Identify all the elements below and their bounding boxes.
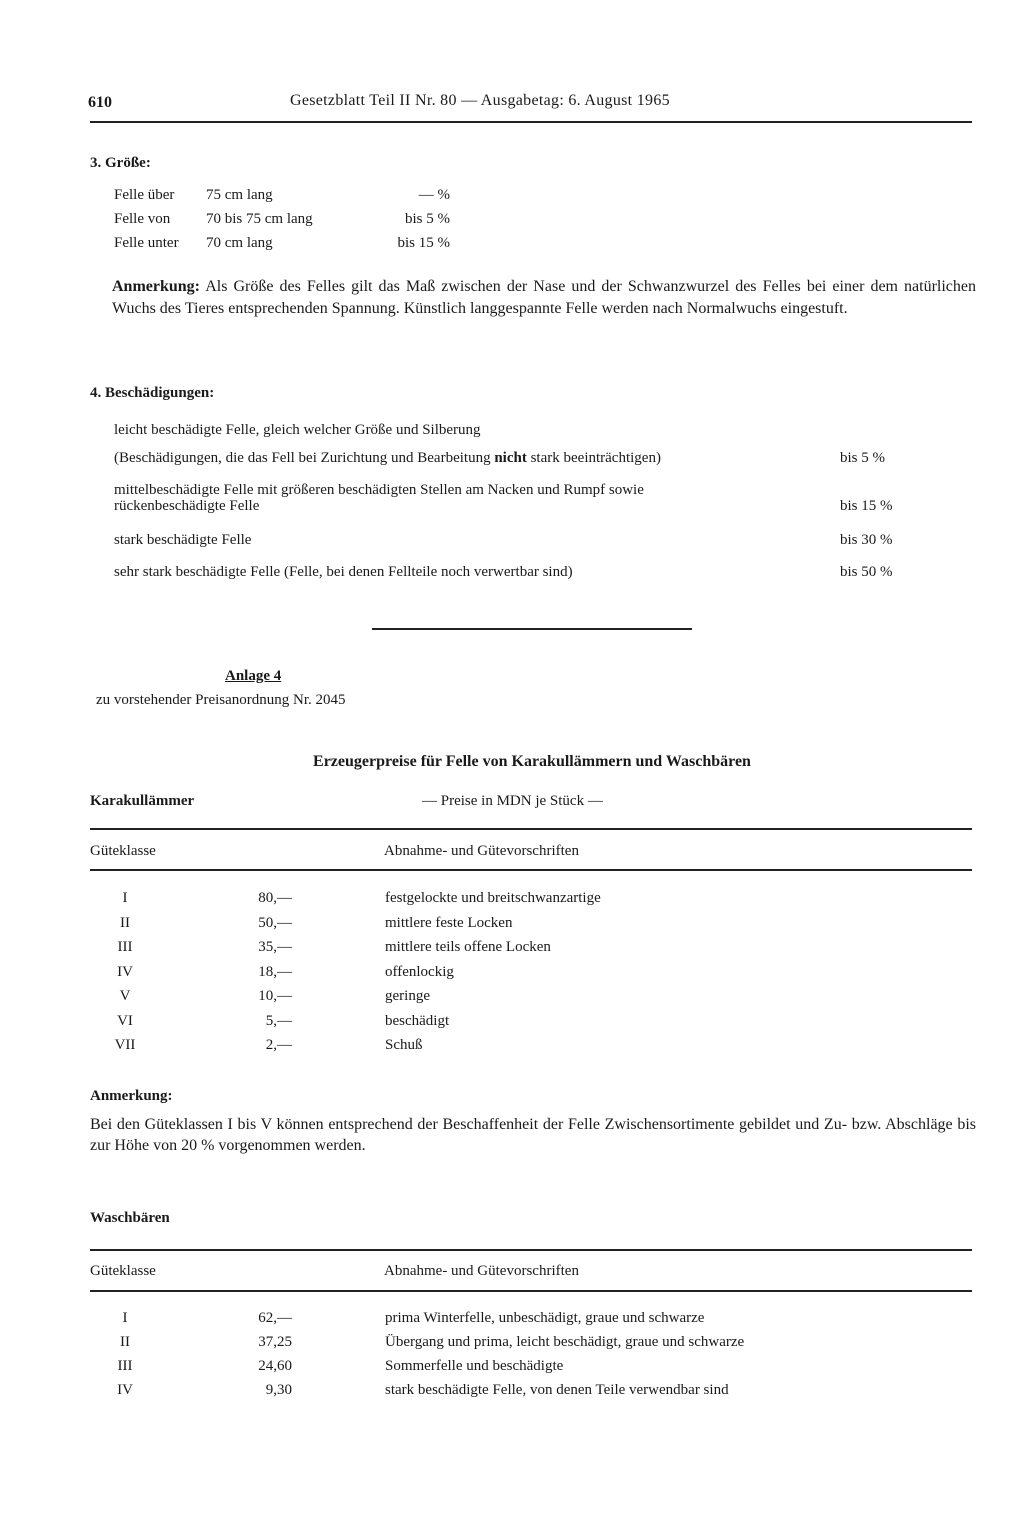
damage-note-post: stark beeinträchtigen) — [526, 450, 661, 466]
vorschrift-cell: Schuß — [385, 1037, 423, 1053]
damage-line-very-strong: sehr stark beschädigte Felle (Felle, bei denen Fellteile noch verwertbar sind) — [114, 564, 573, 580]
damage-pct-strong: bis 30 % — [840, 532, 893, 548]
karakul-table-header-rule — [90, 869, 972, 871]
guteklasse-cell: III — [117, 939, 133, 955]
karakul-note-label: Anmerkung: — [90, 1088, 173, 1104]
guteklasse-cell: III — [117, 1358, 133, 1374]
vorschrift-cell: beschädigt — [385, 1012, 450, 1029]
waschbaeren-title: Waschbären — [90, 1210, 170, 1226]
page-header-title: Gesetzblatt Teil II Nr. 80 — Ausgabetag: 6. August 1965 — [290, 92, 670, 109]
waschbaeren-table-header-rule — [90, 1290, 972, 1292]
karakul-note-text: Bei den Güteklassen I bis V können entsprechend der Beschaffenheit der Felle Zwischensortimente gebildet und Zu- bzw. Abschläge bis zur Höhe von 20 % vorgenommen werden. — [90, 1116, 976, 1154]
price-cell: 37,25 — [258, 1334, 292, 1350]
groesse-row-pct: bis 5 % — [405, 211, 450, 227]
guteklasse-cell: I — [122, 1310, 128, 1326]
vorschrift-cell: Sommerfelle und beschädigte — [385, 1358, 564, 1374]
anlage-heading: Erzeugerpreise für Felle von Karakullämmern und Waschbären — [313, 753, 751, 770]
note-text: Als Größe des Felles gilt das Maß zwischen der Nase und der Schwanzwurzel des Felles bei einer dem natürlichen Wuchs des Tieres entsprechenden Spannung. Künstlich langgespannte Felle werden nach Normalwuchs eingestuft. — [112, 278, 977, 317]
groesse-row-label: Felle von — [114, 211, 171, 227]
price-cell: 24,60 — [258, 1358, 292, 1374]
section-heading-beschaedigungen: 4. Beschädigungen: — [90, 385, 215, 401]
vorschrift-cell: prima Winterfelle, unbeschädigt, graue und schwarze — [385, 1310, 705, 1326]
damage-line-medium-cont: rückenbeschädigte Felle — [114, 498, 260, 514]
karakul-table-top-rule — [90, 828, 972, 830]
price-cell: 35,— — [258, 939, 292, 955]
vorschrift-cell: Übergang und prima, leicht beschädigt, graue und schwarze — [385, 1334, 745, 1350]
groesse-row-range: 70 bis 75 cm lang — [206, 211, 313, 227]
vorschrift-cell: geringe — [385, 988, 430, 1004]
damage-note-bold: nicht — [494, 450, 527, 466]
groesse-row-range: 75 cm lang — [206, 187, 273, 203]
guteklasse-cell: I — [122, 890, 128, 906]
guteklasse-cell: IV — [117, 963, 133, 980]
groesse-row-label: Felle unter — [114, 235, 179, 251]
price-cell: 5,— — [265, 1012, 292, 1029]
section-heading-groesse: 3. Größe: — [90, 155, 151, 171]
guteklasse-cell: VI — [117, 1012, 133, 1029]
damage-line-light-note — [114, 450, 661, 467]
vorschrift-cell: offenlockig — [385, 963, 454, 980]
vorschrift-cell: stark beschädigte Felle, von denen Teile verwendbar sind — [385, 1382, 729, 1398]
damage-pct-light: bis 5 % — [840, 450, 885, 466]
karakul-col-header-klasse: Güteklasse — [90, 843, 156, 859]
price-cell: 50,— — [258, 914, 292, 931]
damage-line-strong: stark beschädigte Felle — [114, 532, 252, 548]
vorschrift-cell: mittlere feste Locken — [385, 914, 513, 931]
damage-pct-medium: bis 15 % — [840, 498, 893, 514]
price-cell: 18,— — [258, 963, 292, 980]
groesse-row-pct: — % — [418, 187, 450, 203]
vorschrift-cell: festgelockte und breitschwanzartige — [385, 890, 601, 906]
damage-note-pre: (Beschädigungen, die das Fell bei Zurichtung und Bearbeitung — [114, 450, 495, 466]
waschbaeren-table-top-rule — [90, 1249, 972, 1251]
price-cell: 62,— — [258, 1310, 292, 1326]
header-rule — [90, 121, 972, 123]
price-cell: 2,— — [265, 1037, 292, 1053]
note-label: Anmerkung: — [112, 278, 201, 295]
guteklasse-cell: II — [120, 914, 130, 931]
groesse-row-label: Felle über — [114, 187, 175, 203]
karakul-col-header-vorschriften: Abnahme- und Gütevorschriften — [384, 843, 579, 859]
anlage-title: Anlage 4 — [225, 668, 282, 684]
price-cell: 9,30 — [265, 1382, 292, 1398]
groesse-row-range: 70 cm lang — [206, 235, 273, 251]
guteklasse-cell: V — [119, 988, 131, 1004]
price-cell: 80,— — [258, 890, 292, 906]
guteklasse-cell: II — [120, 1334, 130, 1350]
vorschrift-cell: mittlere teils offene Locken — [385, 939, 551, 955]
groesse-note — [112, 276, 976, 320]
damage-pct-very-strong: bis 50 % — [840, 564, 893, 580]
damage-line-medium: mittelbeschädigte Felle mit größeren beschädigten Stellen am Nacken und Rumpf sowie — [114, 482, 644, 498]
karakul-unit-note: — Preise in MDN je Stück — — [422, 793, 603, 809]
waschbaeren-col-header-vorschriften: Abnahme- und Gütevorschriften — [384, 1263, 579, 1279]
karakul-title: Karakullämmer — [90, 793, 195, 809]
guteklasse-cell: VII — [114, 1037, 136, 1053]
waschbaeren-col-header-klasse: Güteklasse — [90, 1263, 156, 1279]
groesse-row-pct: bis 15 % — [397, 235, 450, 251]
anlage-subtitle: zu vorstehender Preisanordnung Nr. 2045 — [96, 692, 346, 708]
damage-line-light: leicht beschädigte Felle, gleich welcher Größe und Silberung — [114, 422, 481, 438]
guteklasse-cell: IV — [117, 1382, 133, 1398]
price-cell: 10,— — [258, 988, 292, 1004]
page-number: 610 — [88, 94, 112, 111]
section-divider — [372, 628, 692, 630]
